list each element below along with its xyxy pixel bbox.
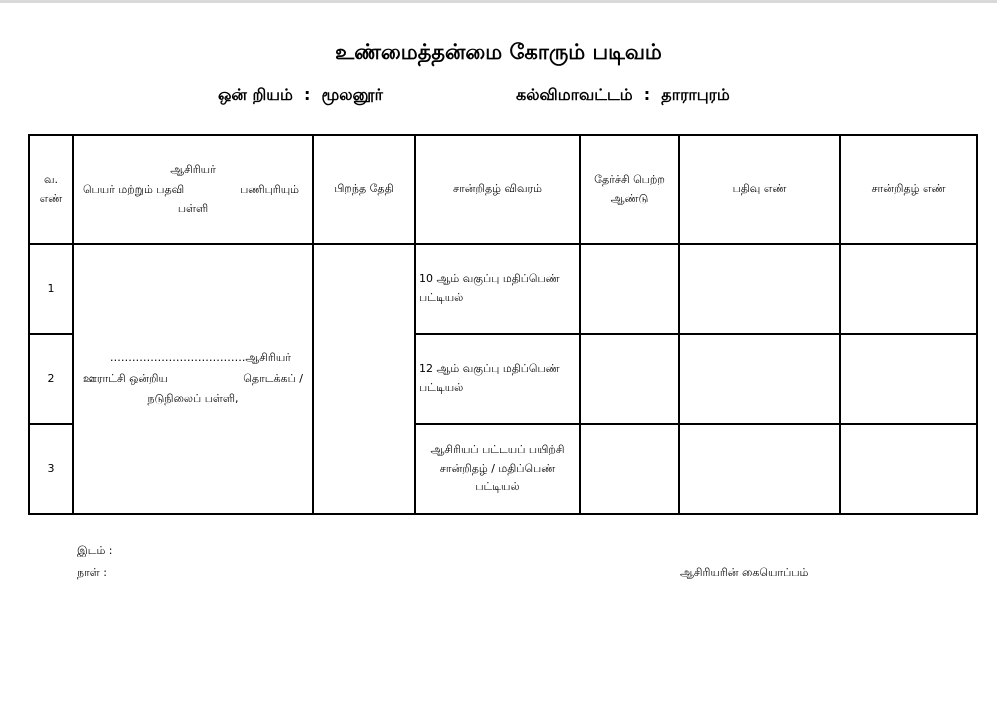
row-cert-details: ஆசிரியப் பட்டயப் பயிற்சி சான்றிதழ் / மதிப்பெண் பட்டியல் (415, 424, 580, 514)
verification-table (28, 134, 978, 515)
row-pass-year[interactable] (580, 334, 679, 424)
teacher-primary-text: தொடக்கப் / (243, 371, 303, 385)
header-row (29, 135, 977, 244)
header-reg-no: பதிவு எண் (679, 135, 840, 244)
teacher-school-line (77, 369, 309, 390)
row-reg-no[interactable] (679, 244, 840, 334)
header-teacher-middle (77, 180, 309, 200)
teacher-union-text: ஊராட்சி ஒன்றிய (83, 371, 168, 385)
header-pass-year: தேர்ச்சி பெற்ற ஆண்டு (580, 135, 679, 244)
footer-place: இடம் : (77, 544, 113, 557)
header-cert-details: சான்றிதழ் விவரம் (415, 135, 580, 244)
header-teacher-left: பெயர் மற்றும் பதவி (83, 182, 185, 196)
footer-signature: ஆசிரியரின் கையொப்பம் (680, 566, 809, 579)
footer-date: நாள் : (77, 566, 107, 579)
header-teacher (73, 135, 313, 244)
row-cert-no[interactable] (840, 424, 977, 514)
header-dob: பிறந்த தேதி (313, 135, 415, 244)
row-cert-details: 10 ஆம் வகுப்பு மதிப்பெண் பட்டியல் (415, 244, 580, 334)
row-cert-no[interactable] (840, 244, 977, 334)
top-border-line (0, 0, 997, 3)
union-line (218, 85, 383, 106)
teacher-middle-school-text: நடுநிலைப் பள்ளி, (147, 392, 239, 406)
header-cert-no: சான்றிதழ் எண் (840, 135, 977, 244)
table-row (29, 244, 977, 334)
union-value: மூலனூர் (321, 85, 383, 104)
form-title: உண்மைத்தன்மை கோரும் படிவம் (335, 40, 662, 64)
row-pass-year[interactable] (580, 424, 679, 514)
district-line (516, 85, 730, 106)
district-label: கல்விமாவட்டம் (516, 85, 633, 104)
row-reg-no[interactable] (679, 424, 840, 514)
row-cert-details: 12 ஆம் வகுப்பு மதிப்பெண் பட்டியல் (415, 334, 580, 424)
row-sno: 3 (29, 424, 73, 514)
row-sno: 2 (29, 334, 73, 424)
header-teacher-bottom: பள்ளி (177, 202, 209, 216)
header-teacher-right: பணிபுரியும் (240, 182, 299, 196)
teacher-name-dots: ……………………………….ஆசிரியர் (109, 350, 291, 364)
teacher-details-cell[interactable] (73, 244, 313, 514)
header-sno: வ. எண் (29, 135, 73, 244)
header-teacher-top: ஆசிரியர் (170, 162, 216, 176)
row-sno: 1 (29, 244, 73, 334)
union-separator: : (304, 85, 311, 104)
dob-cell[interactable] (313, 244, 415, 514)
district-value: தாராபுரம் (661, 85, 730, 104)
union-label: ஒன் றியம் (218, 85, 293, 104)
row-reg-no[interactable] (679, 334, 840, 424)
row-cert-no[interactable] (840, 334, 977, 424)
row-pass-year[interactable] (580, 244, 679, 334)
district-separator: : (643, 85, 651, 104)
